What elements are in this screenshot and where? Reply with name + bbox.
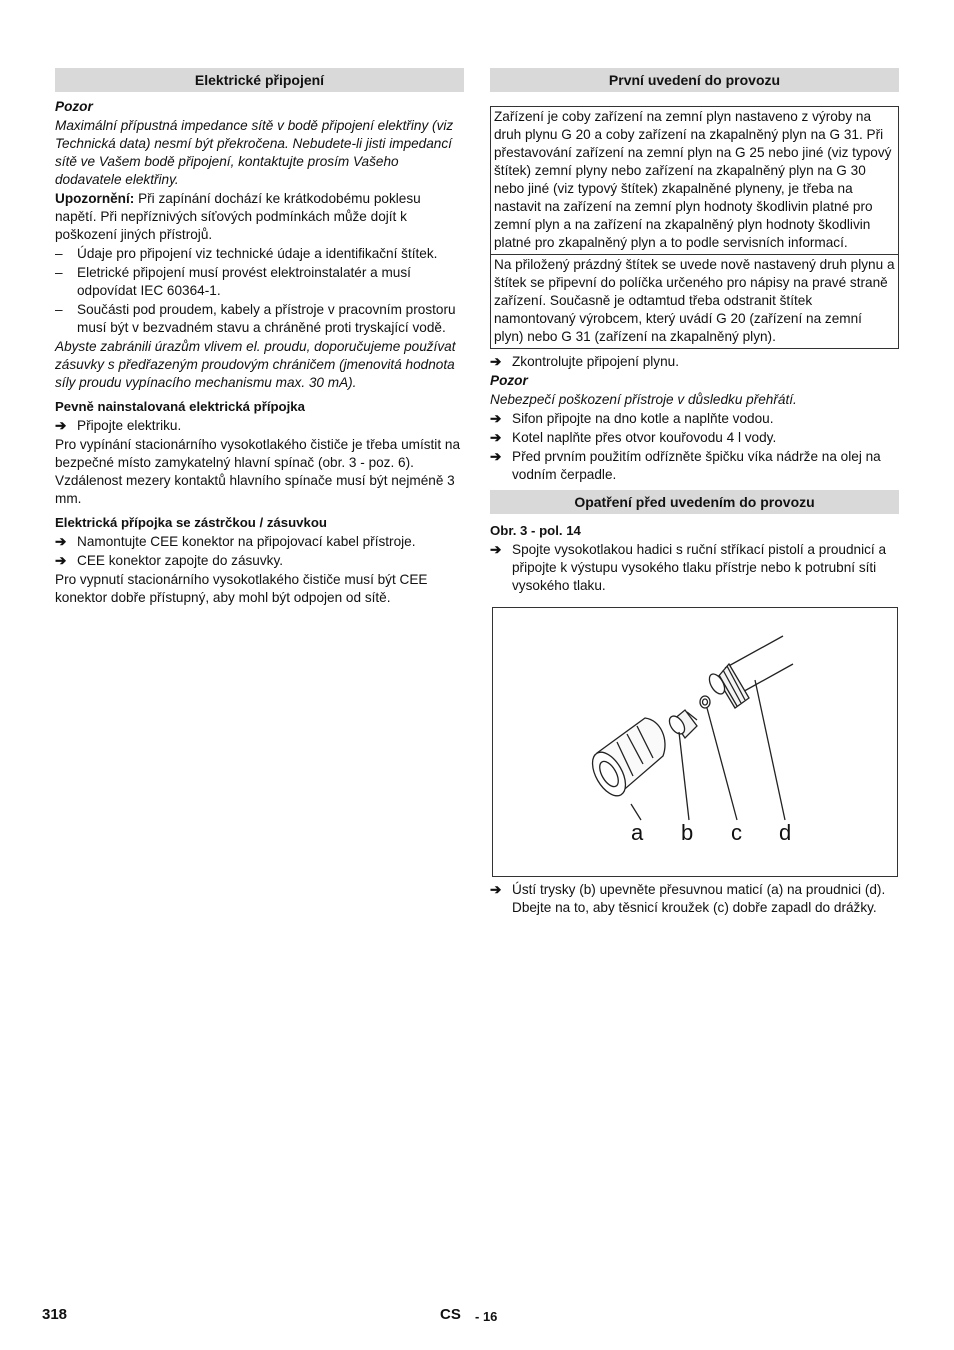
caution-label: Pozor — [490, 373, 528, 388]
figure-reference: Obr. 3 - pol. 14 — [490, 523, 581, 538]
step-item: ➔ Spojte vysokotlakou hadici s ruční stříkací pistolí a proudnicí a připojte k výstupu vysokého tlaku přístrje nebo k potrubní síti vysokého tlaku. — [490, 542, 887, 593]
arrow-icon: ➔ — [490, 430, 502, 445]
info-box-label: Na přiložený prázdný štítek se uvede nově nastavený druh plynu a štítek se připevní do políčka určeného pro nápisy na pravé straně zařízení. Současně je odtamtud třeba odstranit štítek namontovaný výrobcem, který uvádí G 20 (zařízení na zemní plyn) nebo G 31 (zařízení na zkapalněný plyn). — [490, 255, 899, 349]
step-item: ➔ Kotel naplňte přes otvor kouřovodu 4 l vody. — [490, 430, 777, 445]
arrow-icon: ➔ — [55, 553, 67, 568]
subheading-fixed-connection: Pevně nainstalovaná elektrická přípojka — [55, 399, 305, 414]
label-b: b — [681, 820, 694, 845]
caution-text: Maximální přípustná impedance sítě v bodě připojení elektřiny (viz Technická data) nesmí být překročena. Nebudete-li jisti impedancí sítě ve Vašem bodě připojení, kontaktujte prosím Vašeho dodavatele elektřiny. — [55, 118, 454, 187]
nozzle-assembly-figure — [492, 607, 898, 877]
arrow-icon: ➔ — [55, 418, 67, 433]
page-sub-number: - 16 — [475, 1309, 498, 1324]
label-d: d — [779, 820, 792, 845]
fixed-connection-text: Pro vypínání stacionárního vysokotlakého čističe je třeba umístit na bezpečné místo zamykatelný hlavní spínač (obr. 3 - poz. 6). Vzdálenost mezery kontaktů hlavního spínače musí být nejméně 3 mm. — [55, 437, 460, 506]
dash-item: – Součásti pod proudem, kabely a přístroje v pracovním prostoru musí být v bezvadném stavu a chráněné proti tryskající vodě. — [55, 301, 464, 337]
step-item: ➔ CEE konektor zapojte do zásuvky. — [55, 553, 284, 568]
step-item: ➔ Před prvním použitím odřízněte špičku víka nádrže na olej na vodním čerpadle. — [490, 449, 881, 482]
arrow-icon: ➔ — [55, 534, 67, 549]
note-text: Při zapínání dochází ke krátkodobému poklesu napětí. Při nepříznivých síťových podmínkách může dojít k poškození jiných přístrojů. — [55, 191, 421, 242]
plug-connection-text: Pro vypnutí stacionárního vysokotlakého čističe musí být CEE konektor dobře přístupný, aby mohl být odpojen od sítě. — [55, 572, 428, 605]
step-item: ➔ Sifon připojte na dno kotle a naplňte vodou. — [490, 411, 774, 426]
step-item: ➔ Namontujte CEE konektor na připojovací kabel přístroje. — [55, 534, 416, 549]
step-item: ➔ Připojte elektriku. — [55, 418, 182, 433]
section-heading-first-start: První uvedení do provozu — [490, 68, 899, 92]
info-box-gas-settings: Zařízení je coby zařízení na zemní plyn nastaveno z výroby na druh plynu G 20 a coby zařízení na zkapalněný plyn na G 31. Při přestavování zařízení na zemní plyn na G 25 nebo jiné (viz typový štítek) zemní plyny nebo zařízení na zkapalněný plyn na G 30 nebo jiné (viz typový štítek) zkapalněné plyneny, je třeba na nastavit na zařízení na zemní plyn hodnoty škodlivin platné pro zemní plyn a na zařízení na zkapalněný plyn hodnoty škodlivin platné pro zkapalněný plyn a to podle servisních informací. — [490, 106, 899, 255]
label-c: c — [731, 820, 742, 845]
section-heading-before-start: Opatření před uvedením do provozu — [490, 490, 899, 514]
right-column — [490, 68, 899, 918]
nozzle-assembly-illustration — [493, 608, 897, 876]
step-item: ➔ Ústí trysky (b) upevněte přesuvnou maticí (a) na proudnici (d). Dbejte na to, aby těsnicí kroužek (c) dobře zapadl do drážky. — [490, 882, 886, 915]
language-code: CS — [440, 1306, 461, 1323]
step-item: ➔ Zkontrolujte připojení plynu. — [490, 354, 679, 369]
arrow-icon: ➔ — [490, 449, 502, 464]
caution-text: Nebezpečí poškození přístroje v důsledku přehřátí. — [490, 392, 797, 407]
section-heading-electrical: Elektrické připojení — [55, 68, 464, 92]
italic-note: Abyste zabránili úrazům vlivem el. proudu, doporučujeme používat zásuvky s předřazeným proudovým chráničem (jmenovitá hodnota síly proudu vypínacího mechanismu max. 30 mA). — [55, 339, 456, 390]
page-number: 318 — [42, 1306, 68, 1323]
caution-label: Pozor — [55, 99, 93, 114]
label-a: a — [631, 820, 644, 845]
arrow-icon: ➔ — [490, 542, 502, 557]
subheading-plug-connection: Elektrická přípojka se zástrčkou / zásuvkou — [55, 515, 327, 530]
arrow-icon: ➔ — [490, 882, 502, 897]
arrow-icon: ➔ — [490, 411, 502, 426]
left-column — [55, 68, 464, 608]
arrow-icon: ➔ — [490, 354, 502, 369]
dash-item: – Eletrické připojení musí provést elektroinstalatér a musí odpovídat IEC 60364-1. — [55, 264, 464, 300]
note-paragraph — [55, 190, 464, 244]
dash-item: – Údaje pro připojení viz technické údaje a identifikační štítek. — [55, 245, 464, 263]
note-label: Upozornění: — [55, 191, 135, 206]
